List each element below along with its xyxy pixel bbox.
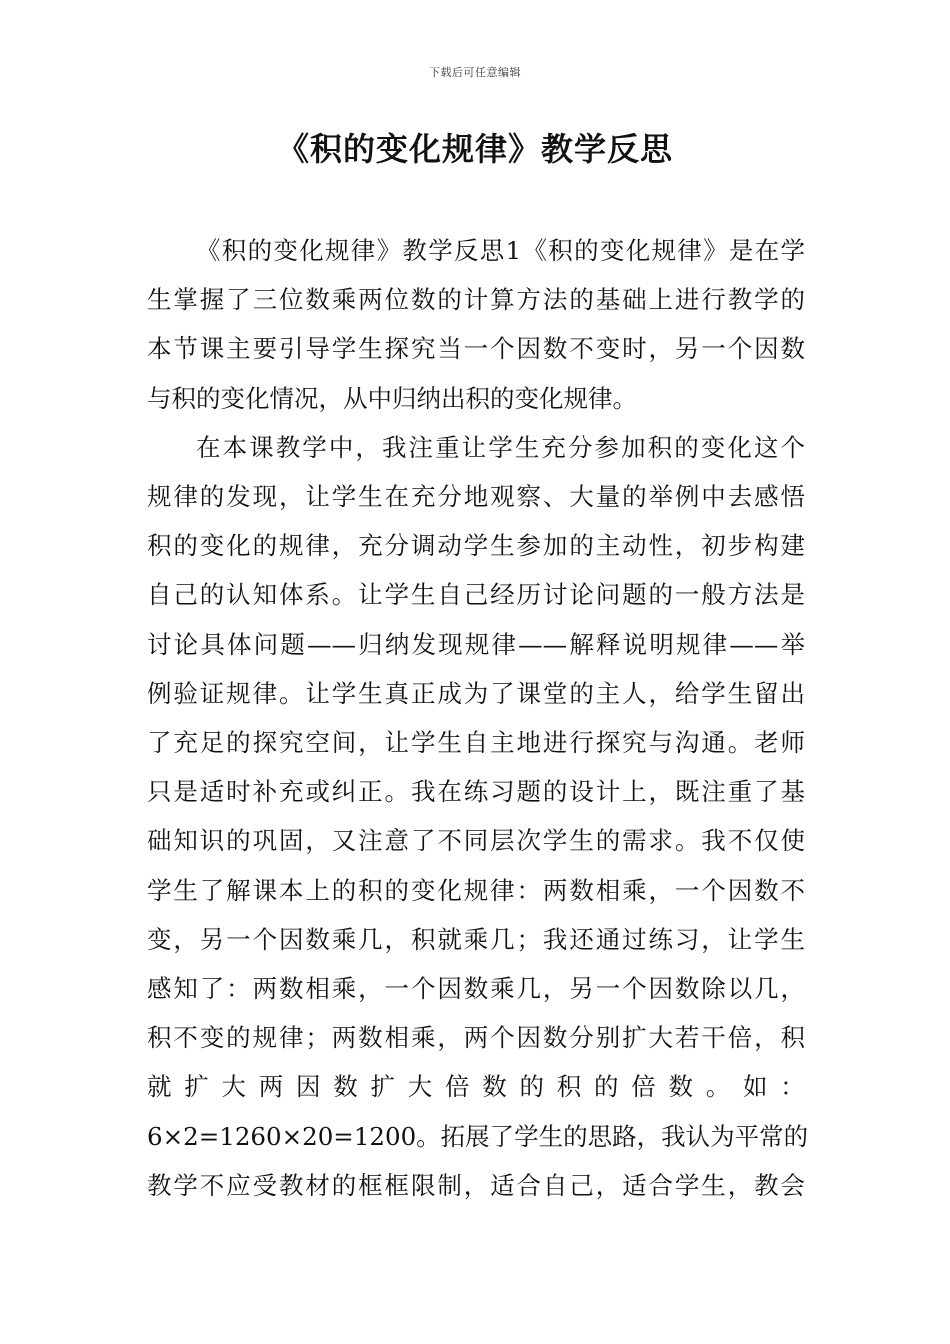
character: 倍 bbox=[445, 1072, 470, 1102]
paragraph-line: 本节课主要引导学生探究当一个因数不变时，另一个因数 bbox=[147, 334, 805, 364]
paragraph-line: 规律的发现，让学生在充分地观察、大量的举例中去感悟 bbox=[147, 482, 805, 512]
paragraph-line: 在本课教学中，我注重让学生充分参加积的变化这个 bbox=[196, 432, 805, 462]
paragraph-line bbox=[147, 1062, 805, 1111]
paragraph-line: 教学不应受教材的框框限制，适合自己，适合学生，教会 bbox=[147, 1170, 805, 1200]
paragraph-line: 感知了：两数相乘，一个因数乘几，另一个因数除以几， bbox=[147, 974, 805, 1004]
paragraph-line: 了充足的探究空间，让学生自主地进行探究与沟通。老师 bbox=[147, 728, 805, 758]
paragraph-2 bbox=[147, 423, 809, 1210]
paragraph-line: 6×2=1260×20=1200。拓展了学生的思路，我认为平常的 bbox=[147, 1121, 809, 1151]
character: 倍 bbox=[631, 1072, 656, 1102]
document-title: 《积的变化规律》教学反思 bbox=[276, 130, 673, 168]
character: ： bbox=[780, 1072, 805, 1102]
paragraph-line: 生掌握了三位数乘两位数的计算方法的基础上进行教学的 bbox=[147, 285, 805, 315]
paragraph-line: 积不变的规律；两数相乘，两个因数分别扩大若干倍，积 bbox=[147, 1023, 805, 1053]
paragraph-line: 讨论具体问题——归纳发现规律——解释说明规律——举 bbox=[147, 629, 805, 659]
character: 数 bbox=[668, 1072, 693, 1102]
character: 的 bbox=[519, 1072, 544, 1102]
character: 如 bbox=[743, 1072, 768, 1102]
character: 大 bbox=[221, 1072, 246, 1102]
paragraph-1 bbox=[147, 226, 805, 423]
paragraph-line: 与积的变化情况，从中归纳出积的变化规律。 bbox=[147, 383, 637, 413]
paragraph-line: 自己的认知体系。让学生自己经历讨论问题的一般方法是 bbox=[147, 580, 805, 610]
character: 因 bbox=[296, 1072, 321, 1102]
character: 数 bbox=[333, 1072, 358, 1102]
character: 的 bbox=[594, 1072, 619, 1102]
paragraph-line: 变，另一个因数乘几，积就乘几；我还通过练习，让学生 bbox=[147, 924, 805, 954]
character: 。 bbox=[705, 1072, 731, 1102]
header-note: 下载后可任意编辑 bbox=[429, 66, 521, 79]
paragraph-line: 《积的变化规律》教学反思1《积的变化规律》是在学 bbox=[196, 236, 805, 265]
character: 两 bbox=[258, 1072, 284, 1102]
paragraph-line: 只是适时补充或纠正。我在练习题的设计上，既注重了基 bbox=[147, 777, 805, 807]
paragraph-line: 学生了解课本上的积的变化规律：两数相乘，一个因数不 bbox=[147, 875, 805, 905]
character: 数 bbox=[482, 1072, 507, 1102]
paragraph-line: 础知识的巩固，又注意了不同层次学生的需求。我不仅使 bbox=[147, 826, 805, 856]
character: 大 bbox=[407, 1072, 433, 1102]
paragraph-line: 积的变化的规律，充分调动学生参加的主动性，初步构建 bbox=[147, 531, 805, 561]
character: 扩 bbox=[370, 1072, 395, 1102]
document-body bbox=[147, 226, 809, 1210]
character: 就 bbox=[147, 1072, 172, 1102]
paragraph-line: 例验证规律。让学生真正成为了课堂的主人，给学生留出 bbox=[147, 678, 805, 708]
character: 积 bbox=[556, 1072, 582, 1102]
character: 扩 bbox=[184, 1072, 209, 1102]
